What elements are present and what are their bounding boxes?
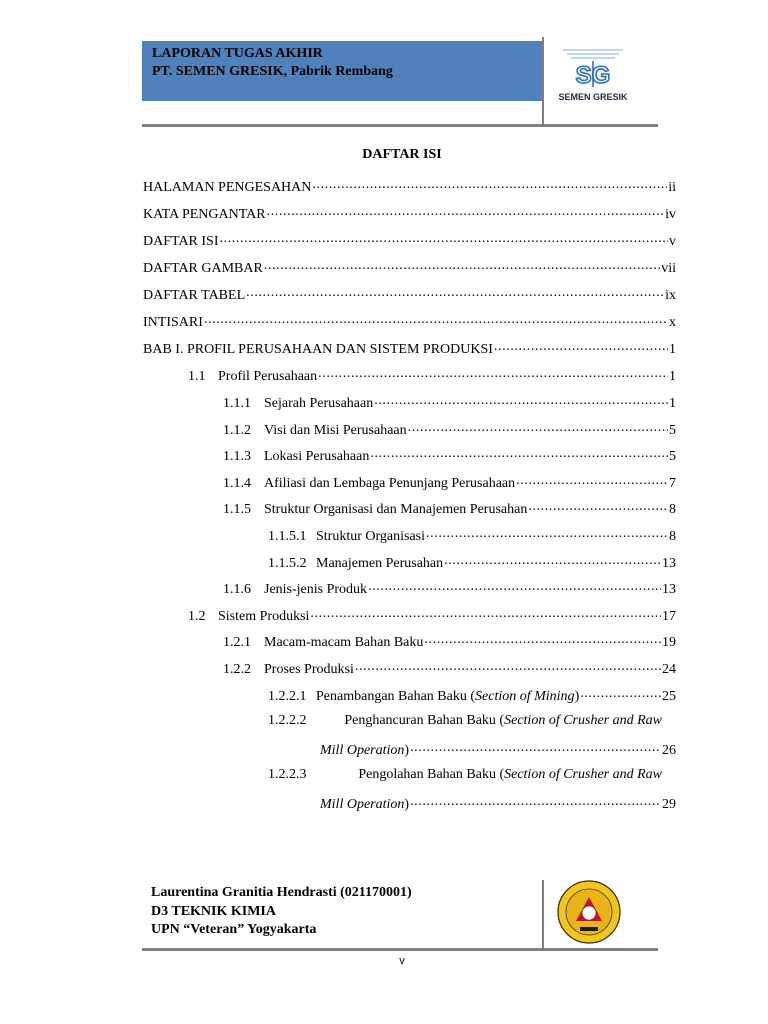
toc-entry-page: 13 — [662, 582, 676, 597]
toc-entry-page: 17 — [662, 609, 676, 624]
toc-leader-dots — [267, 204, 665, 218]
toc-leader-dots — [528, 499, 668, 513]
toc-entry-text — [264, 635, 423, 651]
toc-entry-number: 1.1.4 — [223, 476, 251, 491]
toc-entry-text — [264, 502, 527, 518]
toc-entry-page: 26 — [662, 743, 676, 758]
toc-leader-dots — [220, 231, 669, 245]
toc-entry-page: 8 — [669, 529, 676, 544]
toc-entry-text-italic: Section of Crusher and Raw — [504, 767, 662, 782]
toc-entry-page: 1 — [669, 396, 676, 411]
toc-leader-dots — [516, 473, 668, 487]
toc-entry-number: 1.1.3 — [223, 449, 251, 464]
toc-entry-text-main: Sejarah Perusahaan — [264, 396, 374, 411]
toc-entry-number: 1.2.2.2 — [268, 713, 307, 728]
toc-entry-text-main: Struktur Organisasi — [316, 529, 426, 544]
footer-divider-horizontal — [142, 948, 658, 951]
toc-entry-text-main: Proses Produksi — [264, 662, 354, 677]
toc-entry-text-close: ) — [574, 689, 580, 704]
toc-entry — [223, 446, 676, 468]
toc-entry-text-main: Sistem Produksi — [218, 609, 310, 624]
toc-entry-number: 1.1.5.2 — [268, 556, 307, 571]
toc-leader-dots — [444, 553, 661, 567]
logo-caption: SEMEN GRESIK — [558, 92, 628, 102]
toc-entry-text — [143, 342, 493, 358]
toc-entry-text — [316, 529, 425, 545]
page-title: DAFTAR ISI — [362, 147, 442, 162]
toc-entry — [223, 579, 676, 601]
toc-entry-number: 1.1.2 — [223, 423, 251, 438]
toc-entry-text-main: BAB I. PROFIL PERUSAHAAN DAN SISTEM PRODUKSI — [143, 342, 493, 357]
toc-entry — [188, 606, 676, 628]
toc-entry — [223, 499, 676, 521]
toc-entry-text — [143, 288, 245, 304]
toc-entry — [268, 767, 662, 789]
toc-entry-text-main: Struktur Organisasi dan Manajemen Perusahan — [264, 502, 528, 517]
toc-entry-page: v — [669, 234, 676, 249]
toc-entry-page: 19 — [662, 635, 676, 650]
toc-entry-page: 5 — [669, 449, 676, 464]
toc-entry-continuation-italic: Mill Operation — [320, 797, 405, 812]
toc-entry-continuation-close: ) — [404, 797, 410, 812]
toc-entry-continuation-text — [320, 743, 409, 759]
toc-entry — [223, 659, 676, 681]
toc-entry-text — [143, 234, 219, 250]
header-company-name: PT. SEMEN GRESIK, Pabrik Rembang — [152, 64, 393, 79]
toc-entry — [143, 312, 676, 334]
toc-entry — [268, 713, 662, 735]
toc-entry-number: 1.1.1 — [223, 396, 251, 411]
toc-leader-dots — [494, 339, 668, 353]
toc-entry-text — [316, 556, 443, 572]
toc-leader-dots — [318, 366, 668, 380]
toc-entry-text-main: Pengolahan Bahan Baku ( — [358, 767, 505, 782]
toc-entry-number: 1.2.2 — [223, 662, 251, 677]
toc-entry — [143, 339, 676, 361]
toc-entry-text-main: Profil Perusahaan — [218, 369, 318, 384]
toc-entry — [268, 686, 676, 708]
toc-entry — [223, 632, 676, 654]
toc-entry-text-main: KATA PENGANTAR — [143, 207, 266, 222]
toc-entry-text — [264, 662, 354, 678]
toc-entry-text-main: DAFTAR GAMBAR — [143, 261, 263, 276]
university-seal-icon — [556, 879, 622, 945]
header-divider-horizontal — [142, 124, 658, 127]
toc-entry-text — [358, 767, 662, 783]
toc-entry-page: 29 — [662, 797, 676, 812]
toc-leader-dots — [264, 258, 660, 272]
toc-leader-dots — [310, 606, 661, 620]
header-divider-vertical — [542, 37, 544, 125]
toc-entry-text — [143, 315, 203, 331]
toc-leader-dots — [246, 285, 664, 299]
toc-entry-number: 1.1 — [188, 369, 206, 384]
toc-entry-text — [344, 713, 662, 729]
toc-entry — [143, 231, 676, 253]
toc-leader-dots — [312, 177, 667, 191]
toc-entry-continuation — [320, 794, 676, 816]
toc-entry-text — [143, 207, 266, 223]
footer-program: D3 TEKNIK KIMIA — [151, 904, 276, 919]
toc-leader-dots — [424, 632, 661, 646]
footer-author: Laurentina Granitia Hendrasti (021170001) — [151, 885, 412, 900]
toc-entry-page: ix — [665, 288, 676, 303]
toc-leader-dots — [374, 393, 668, 407]
toc-entry — [268, 553, 676, 575]
toc-entry-number: 1.1.5 — [223, 502, 251, 517]
toc-entry-text — [264, 423, 407, 439]
toc-entry-page: 1 — [669, 342, 676, 357]
footer-university: UPN “Veteran” Yogyakarta — [151, 922, 317, 937]
toc-entry-text-main: INTISARI — [143, 315, 203, 330]
toc-entry — [143, 258, 676, 280]
toc-entry-continuation — [320, 740, 676, 762]
toc-entry-page: 5 — [669, 423, 676, 438]
toc-entry-text-main: Lokasi Perusahaan — [264, 449, 370, 464]
toc-leader-dots — [580, 686, 661, 700]
toc-entry-page: 8 — [669, 502, 676, 517]
toc-entry-page: 24 — [662, 662, 676, 677]
toc-entry-text — [264, 396, 373, 412]
toc-leader-dots — [408, 420, 668, 434]
toc-entry-text-main: DAFTAR ISI — [143, 234, 219, 249]
toc-entry-text-main: Afiliasi dan Lembaga Penunjang Perusahaan — [264, 476, 516, 491]
toc-entry-text — [264, 582, 367, 598]
toc-entry-text-italic: Section of Crusher and Raw — [504, 713, 662, 728]
toc-entry — [223, 420, 676, 442]
toc-leader-dots — [410, 794, 661, 808]
toc-entry-continuation-text — [320, 797, 409, 813]
page-number: v — [399, 955, 405, 967]
toc-leader-dots — [426, 526, 668, 540]
toc-leader-dots — [410, 740, 661, 754]
toc-entry-number: 1.2.2.1 — [268, 689, 307, 704]
toc-leader-dots — [370, 446, 668, 460]
toc-entry-page: 7 — [669, 476, 676, 491]
toc-entry-page: 1 — [669, 369, 676, 384]
toc-entry-page: 13 — [662, 556, 676, 571]
toc-entry — [188, 366, 676, 388]
toc-entry-text — [264, 449, 369, 465]
toc-leader-dots — [204, 312, 668, 326]
toc-entry-number: 1.1.6 — [223, 582, 251, 597]
toc-entry-text-main: HALAMAN PENGESAHAN — [143, 180, 312, 195]
toc-entry — [143, 285, 676, 307]
toc-entry-page: iv — [665, 207, 676, 222]
toc-entry-number: 1.2 — [188, 609, 206, 624]
toc-entry — [143, 177, 676, 199]
toc-entry-text — [218, 609, 309, 625]
toc-entry — [223, 393, 676, 415]
toc-leader-dots — [355, 659, 661, 673]
toc-entry-text-main: DAFTAR TABEL — [143, 288, 246, 303]
toc-entry-text-italic: Section of Mining — [475, 689, 575, 704]
toc-entry-text-main: Macam-macam Bahan Baku — [264, 635, 424, 650]
header-report-title: LAPORAN TUGAS AKHIR — [152, 46, 323, 61]
toc-entry-number: 1.2.1 — [223, 635, 251, 650]
toc-entry-continuation-close: ) — [404, 743, 410, 758]
toc-entry-text — [316, 689, 579, 705]
toc-entry-number: 1.1.5.1 — [268, 529, 307, 544]
toc-entry-page: ii — [668, 180, 676, 195]
toc-entry-number: 1.2.2.3 — [268, 767, 307, 782]
toc-entry — [143, 204, 676, 226]
toc-entry-text-main: Jenis-jenis Produk — [264, 582, 368, 597]
toc-entry-continuation-italic: Mill Operation — [320, 743, 405, 758]
toc-entry-text-main: Penghancuran Bahan Baku ( — [344, 713, 505, 728]
svg-text:SG: SG — [575, 62, 611, 89]
toc-entry — [268, 526, 676, 548]
toc-entry-page: x — [669, 315, 676, 330]
toc-entry-text — [143, 261, 263, 277]
toc-entry-page: vii — [661, 261, 676, 276]
toc-entry-text — [264, 476, 515, 492]
toc-entry-text-main: Visi dan Misi Perusahaan — [264, 423, 407, 438]
toc-entry — [223, 473, 676, 495]
toc-leader-dots — [368, 579, 661, 593]
toc-entry-text-main: Manajemen Perusahan — [316, 556, 444, 571]
footer-divider-vertical — [542, 880, 544, 950]
toc-entry-page: 25 — [662, 689, 676, 704]
toc-entry-text — [143, 180, 311, 196]
toc-entry-text-main: Penambangan Bahan Baku ( — [316, 689, 476, 704]
toc-entry-text — [218, 369, 317, 385]
